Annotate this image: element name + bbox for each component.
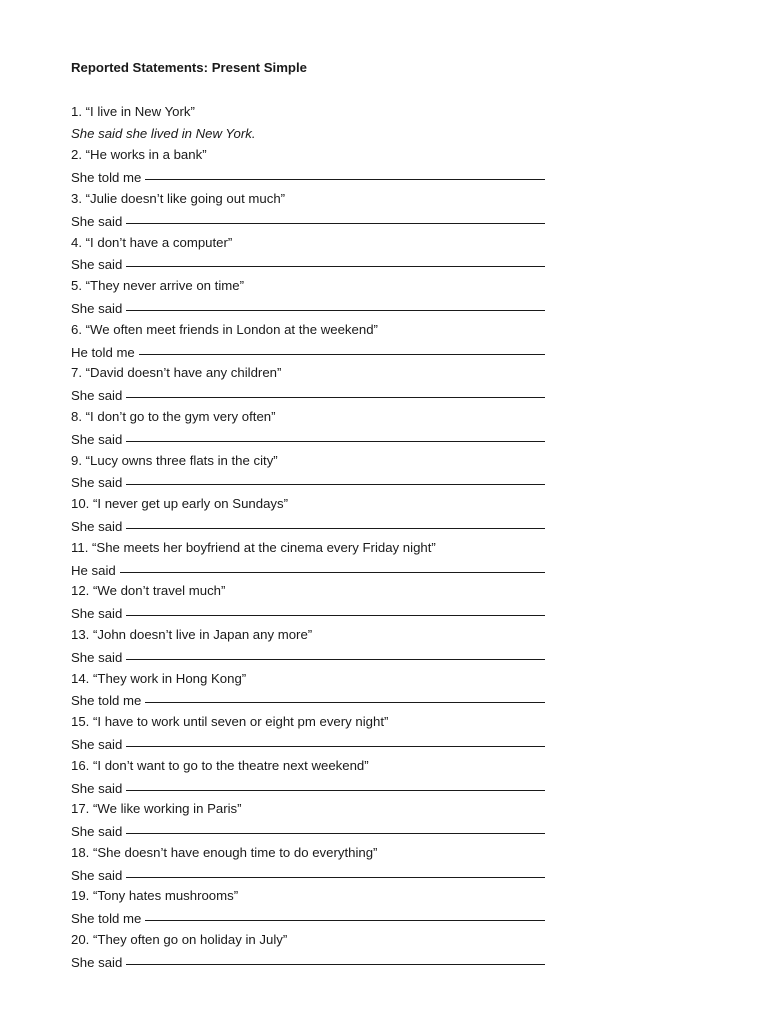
answer-blank-line[interactable] [126,600,545,616]
answer-blank-line[interactable] [126,644,545,660]
response-prompt: She said [71,518,123,534]
exercise-response [71,864,551,886]
exercise-quote: 15. “I have to work until seven or eight pm every night” [71,714,389,730]
exercise-quote: 18. “She doesn’t have enough time to do everything” [71,844,378,860]
exercise-response [71,602,551,624]
response-prompt: She said [71,780,123,796]
exercise-response [71,210,551,232]
response-prompt: He told me [71,344,135,360]
answer-blank-line[interactable] [126,949,545,965]
exercise-response [71,733,551,755]
response-prompt: She said [71,606,123,622]
answer-blank-line[interactable] [120,557,545,573]
worksheet [71,57,551,973]
answer-blank-line[interactable] [126,295,545,311]
response-prompt: She said [71,649,123,665]
exercise-quote: 12. “We don’t travel much” [71,583,226,599]
exercise-quote: 3. “Julie doesn’t like going out much” [71,190,286,206]
answer-blank-line[interactable] [139,339,545,355]
response-prompt: She said [71,388,123,404]
response-prompt: She said [71,257,123,273]
exercise-quote: 7. “David doesn’t have any children” [71,365,282,381]
exercise-quote: 4. “I don’t have a computer” [71,234,233,250]
exercise-quote: 17. “We like working in Paris” [71,801,242,817]
answer-blank-line[interactable] [126,208,545,224]
exercise-response [71,777,551,799]
exercise-quote: 14. “They work in Hong Kong” [71,670,247,686]
exercise-response [71,428,551,450]
exercise-response [71,820,551,842]
exercise-response [71,384,551,406]
exercise-response [71,646,551,668]
exercise-quote: 10. “I never get up early on Sundays” [71,496,288,512]
exercise-response [71,471,551,493]
exercise-quote: 2. “He works in a bank” [71,147,207,163]
response-prompt: She said [71,736,123,752]
answer-blank-line[interactable] [126,513,545,529]
exercise-quote: 9. “Lucy owns three flats in the city” [71,452,278,468]
exercise-response [71,951,551,973]
response-prompt: She said [71,824,123,840]
response-prompt: She said [71,867,123,883]
exercise-response [71,297,551,319]
response-prompt: She told me [71,911,142,927]
response-prompt: She said [71,475,123,491]
exercise-quote: 8. “I don’t go to the gym very often” [71,408,276,424]
answer-blank-line[interactable] [126,818,545,834]
response-prompt: She said [71,213,123,229]
answer-blank-line[interactable] [126,426,545,442]
exercise-quote: 11. “She meets her boyfriend at the cinema every Friday night” [71,539,436,555]
example-answer: She said she lived in New York. [71,125,256,141]
exercise-list [71,144,551,972]
response-prompt: She told me [71,170,142,186]
answer-blank-line[interactable] [145,687,545,703]
answer-blank-line[interactable] [126,731,545,747]
exercise-response [71,559,551,581]
response-prompt: She said [71,954,123,970]
exercise-quote: 13. “John doesn’t live in Japan any more” [71,626,313,642]
response-prompt: She said [71,300,123,316]
answer-blank-line[interactable] [126,382,545,398]
answer-blank-line[interactable] [145,905,545,921]
answer-blank-line[interactable] [126,775,545,791]
exercise-response [71,166,551,188]
exercise-quote: 6. “We often meet friends in London at the weekend” [71,321,378,337]
exercise-quote: 5. “They never arrive on time” [71,278,244,294]
spacer [71,79,551,101]
example-quote: 1. “I live in New York” [71,103,195,119]
exercise-response [71,689,551,711]
worksheet-title: Reported Statements: Present Simple [71,60,307,75]
answer-blank-line[interactable] [126,862,545,878]
exercise-response [71,907,551,929]
response-prompt: She said [71,431,123,447]
answer-blank-line[interactable] [126,251,545,267]
response-prompt: She told me [71,693,142,709]
answer-blank-line[interactable] [145,164,545,180]
response-prompt: He said [71,562,116,578]
answer-blank-line[interactable] [126,469,545,485]
exercise-response [71,253,551,275]
exercise-response [71,515,551,537]
exercise-quote: 16. “I don’t want to go to the theatre next weekend” [71,757,369,773]
exercise-quote: 20. “They often go on holiday in July” [71,932,288,948]
exercise-response [71,341,551,363]
exercise-quote: 19. “Tony hates mushrooms” [71,888,239,904]
